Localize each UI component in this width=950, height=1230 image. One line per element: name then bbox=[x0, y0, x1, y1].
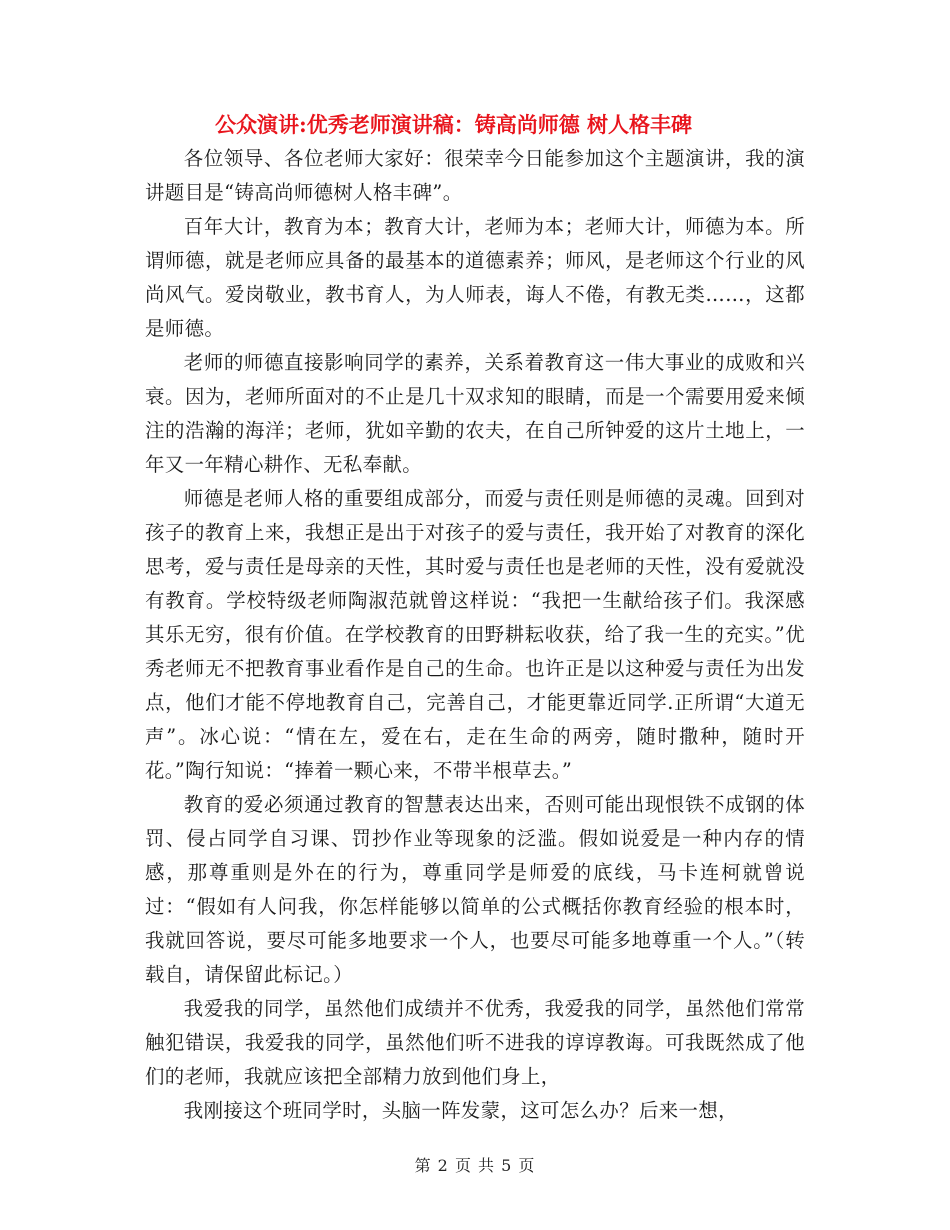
paragraph: 我爱我的同学，虽然他们成绩并不优秀，我爱我的同学，虽然他们常常触犯错误，我爱我的同学，虽然他们听不进我的谆谆教诲。可我既然成了他们的老师，我就应该把全部精力放到他们身上， bbox=[145, 997, 805, 1088]
page-number-footer: 第 2 页 共 5 页 bbox=[414, 1156, 536, 1175]
document-body bbox=[145, 142, 805, 1128]
document-title: 公众演讲:优秀老师演讲稿：铸高尚师德 树人格丰碑 bbox=[215, 112, 693, 137]
paragraph: 老师的师德直接影响同学的素养，关系着教育这一伟大事业的成败和兴衰。因为，老师所面对的不止是几十双求知的眼睛，而是一个需要用爱来倾注的浩瀚的海洋；老师，犹如辛勤的农夫，在自己所钟爱的这片土地上，一年又一年精心耕作、无私奉献。 bbox=[145, 351, 805, 476]
paragraph: 各位领导、各位老师大家好：很荣幸今日能参加这个主题演讲，我的演讲题目是“铸高尚师德树人格丰碑”。 bbox=[145, 147, 805, 204]
paragraph: 教育的爱必须通过教育的智慧表达出来，否则可能出现恨铁不成钢的体罚、侵占同学自习课、罚抄作业等现象的泛滥。假如说爱是一种内存的情感，那尊重则是外在的行为，尊重同学是师爱的底线，马卡连柯就曾说过：“假如有人问我，你怎样能够以简单的公式概括你教育经验的根本时，我就回答说，要尽可能多地要求一个人，也要尽可能多地尊重一个人。”（转载自，请保留此标记。） bbox=[145, 793, 805, 986]
paragraph: 百年大计，教育为本；教育大计，老师为本；老师大计，师德为本。所谓师德，就是老师应具备的最基本的道德素养；师风，是老师这个行业的风尚风气。爱岗敬业，教书育人，为人师表，诲人不倦，有教无类……，这都是师德。 bbox=[145, 215, 805, 340]
paragraph: 师德是老师人格的重要组成部分，而爱与责任则是师德的灵魂。回到对孩子的教育上来，我想正是出于对孩子的爱与责任，我开始了对教育的深化思考，爱与责任是母亲的天性，其时爱与责任也是老师的天性，没有爱就没有教育。学校特级老师陶淑范就曾这样说：“我把一生献给孩子们。我深感其乐无穷，很有价值。在学校教育的田野耕耘收获，给了我一生的充实。”优秀老师无不把教育事业看作是自己的生命。也许正是以这种爱与责任为出发点，他们才能不停地教育自己，完善自己，才能更靠近同学.正所谓“大道无声”。冰心说：“情在左，爱在右，走在生命的两旁，随时撒种，随时开花。”陶行知说：“捧着一颗心来，不带半根草去。” bbox=[145, 487, 805, 782]
paragraph: 我刚接这个班同学时，头脑一阵发蒙，这可怎么办？后来一想， bbox=[183, 1099, 738, 1122]
